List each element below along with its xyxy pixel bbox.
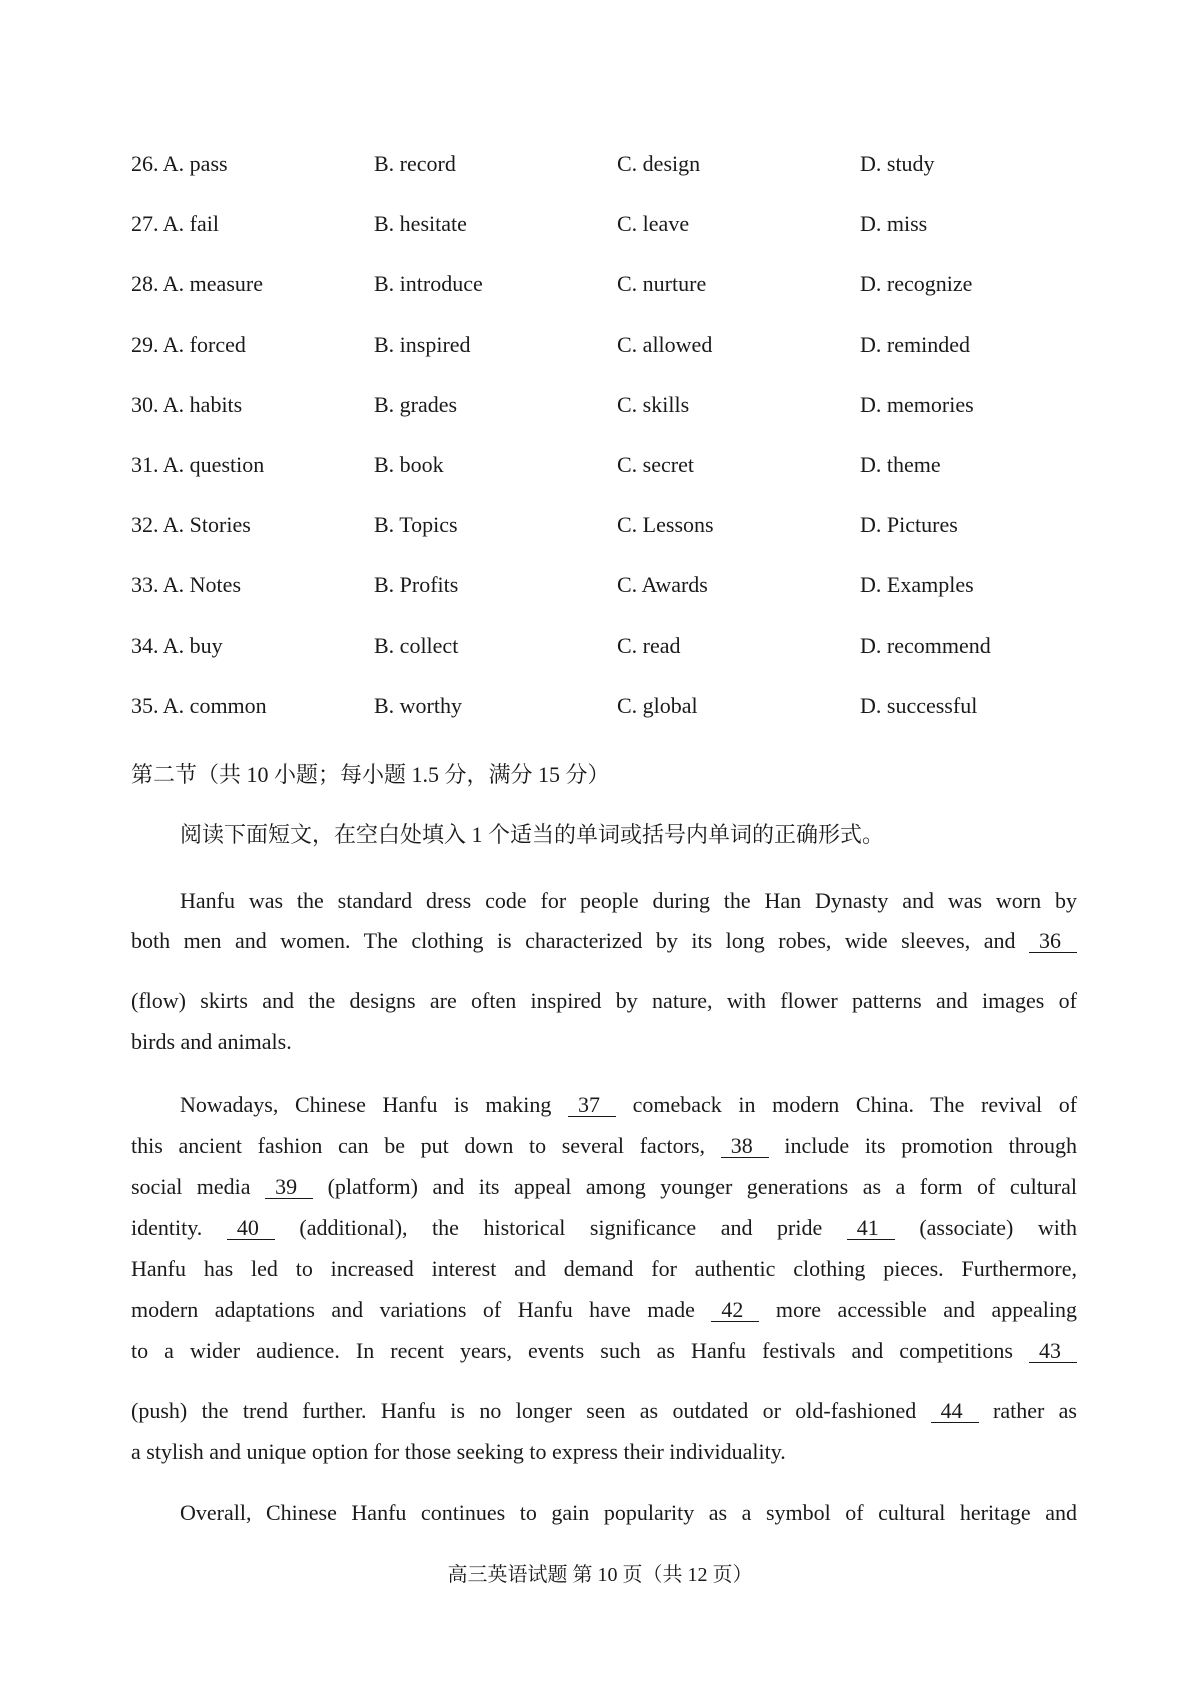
option-row-35 xyxy=(131,692,1091,752)
option-row-28 xyxy=(131,270,1091,330)
option-row-32 xyxy=(131,511,1091,571)
option-d: D. theme xyxy=(860,451,941,477)
passage-line xyxy=(131,1132,1077,1160)
passage-text: this ancient fashion can be put down to several factors, xyxy=(131,1133,706,1158)
passage-line xyxy=(180,887,1077,915)
blank-36[interactable]: 36 xyxy=(1029,930,1077,953)
blank-40[interactable]: 40 xyxy=(227,1217,275,1240)
option-b: B. hesitate xyxy=(374,211,467,237)
option-b: B. Topics xyxy=(374,512,458,538)
option-a: 34. A. buy xyxy=(131,632,223,658)
option-c: C. allowed xyxy=(617,331,713,357)
passage-text: include its promotion through xyxy=(784,1133,1078,1158)
option-c: C. secret xyxy=(617,451,694,477)
option-d: D. Examples xyxy=(860,572,974,598)
option-b: B. worthy xyxy=(374,692,462,718)
option-a: 31. A. question xyxy=(131,451,265,477)
passage-line xyxy=(131,1214,1077,1242)
option-a: 28. A. measure xyxy=(131,271,263,297)
passage-text: more accessible and appealing xyxy=(775,1297,1078,1322)
option-c: C. skills xyxy=(617,391,690,417)
passage-line xyxy=(131,1173,1077,1201)
passage-text: Nowadays, Chinese Hanfu is making xyxy=(180,1092,552,1117)
passage-text: rather as xyxy=(993,1398,1077,1423)
blank-37[interactable]: 37 xyxy=(568,1094,616,1117)
option-a: 35. A. common xyxy=(131,692,267,718)
option-a: 27. A. fail xyxy=(131,211,219,237)
option-row-33 xyxy=(131,571,1091,631)
passage-text: (associate) with xyxy=(919,1215,1078,1240)
option-d: D. miss xyxy=(860,211,928,237)
option-a: 33. A. Notes xyxy=(131,572,241,598)
passage-text: (additional), the historical significance and pride xyxy=(299,1215,823,1240)
option-row-27 xyxy=(131,210,1091,270)
option-d: D. study xyxy=(860,151,935,176)
option-a: 30. A. habits xyxy=(131,391,243,417)
option-c: C. Awards xyxy=(617,572,708,598)
passage-text: both men and women. The clothing is characterized by its long robes, wide sleeves, and xyxy=(131,928,1016,953)
option-row-34 xyxy=(131,632,1091,692)
passage-line xyxy=(180,1091,1077,1119)
passage-text: to a wider audience. In recent years, events such as Hanfu festivals and competitions xyxy=(131,1338,1013,1363)
blank-43[interactable]: 43 xyxy=(1029,1340,1077,1363)
section-heading: 第二节（共 10 小题；每小题 1.5 分，满分 15 分） xyxy=(131,762,610,787)
page-footer: 高三英语试题 第 10 页（共 12 页） xyxy=(447,1564,753,1586)
passage-line xyxy=(180,1499,1077,1527)
passage-line xyxy=(131,1255,1077,1283)
option-d: D. reminded xyxy=(860,331,970,357)
passage-text: (flow) skirts and the designs are often inspired by nature, with flower patterns and images of xyxy=(131,988,1077,1013)
passage-text: comeback in modern China. The revival of xyxy=(632,1092,1078,1117)
blank-38[interactable]: 38 xyxy=(721,1135,769,1158)
option-b: B. inspired xyxy=(374,331,471,357)
option-c: C. Lessons xyxy=(617,512,714,538)
passage-text: (platform) and its appeal among younger generations as a form of cultural xyxy=(327,1174,1078,1199)
option-b: B. record xyxy=(374,151,456,176)
option-d: D. memories xyxy=(860,391,974,417)
passage-line xyxy=(131,1337,1077,1365)
passage-line xyxy=(131,987,1077,1015)
option-row-30 xyxy=(131,391,1091,451)
option-a: 26. A. pass xyxy=(131,151,228,176)
option-b: B. Profits xyxy=(374,572,459,598)
option-b: B. introduce xyxy=(374,271,483,297)
option-row-26 xyxy=(131,150,1091,210)
section-instruction: 阅读下面短文，在空白处填入 1 个适当的单词或括号内单词的正确形式。 xyxy=(180,822,885,847)
option-a: 32. A. Stories xyxy=(131,512,251,538)
option-d: D. recommend xyxy=(860,632,991,658)
options-list xyxy=(131,150,1091,752)
option-b: B. collect xyxy=(374,632,459,658)
passage-text: (push) the trend further. Hanfu is no longer seen as outdated or old-fashioned xyxy=(131,1398,917,1423)
blank-42[interactable]: 42 xyxy=(711,1299,759,1322)
passage-text: Hanfu has led to increased interest and demand for authentic clothing pieces. Furthermore, xyxy=(131,1256,1077,1281)
passage-line xyxy=(131,1397,1077,1425)
option-b: B. grades xyxy=(374,391,458,417)
passage-text: modern adaptations and variations of Hanfu have made xyxy=(131,1297,695,1322)
passage-text: a stylish and unique option for those seeking to express their individuality. xyxy=(131,1439,786,1464)
option-d: D. recognize xyxy=(860,271,973,297)
option-c: C. global xyxy=(617,692,698,718)
option-row-29 xyxy=(131,331,1091,391)
option-a: 29. A. forced xyxy=(131,331,246,357)
blank-41[interactable]: 41 xyxy=(847,1217,895,1240)
passage-line xyxy=(131,1438,1077,1466)
passage-line xyxy=(131,1296,1077,1324)
passage-line xyxy=(131,927,1077,955)
passage-text: social media xyxy=(131,1174,251,1199)
blank-44[interactable]: 44 xyxy=(931,1400,979,1423)
blank-39[interactable]: 39 xyxy=(265,1176,313,1199)
option-d: D. successful xyxy=(860,692,978,718)
option-c: C. nurture xyxy=(617,271,707,297)
passage-line xyxy=(131,1028,1077,1056)
option-d: D. Pictures xyxy=(860,512,958,538)
option-c: C. read xyxy=(617,632,681,658)
passage-text: Hanfu was the standard dress code for people during the Han Dynasty and was worn by xyxy=(180,888,1077,913)
passage-text: birds and animals. xyxy=(131,1029,292,1054)
option-row-31 xyxy=(131,451,1091,511)
option-c: C. leave xyxy=(617,211,690,237)
option-c: C. design xyxy=(617,151,701,176)
passage-text: Overall, Chinese Hanfu continues to gain popularity as a symbol of cultural heritage and xyxy=(180,1500,1077,1525)
option-b: B. book xyxy=(374,451,444,477)
passage-text: identity. xyxy=(131,1215,203,1240)
